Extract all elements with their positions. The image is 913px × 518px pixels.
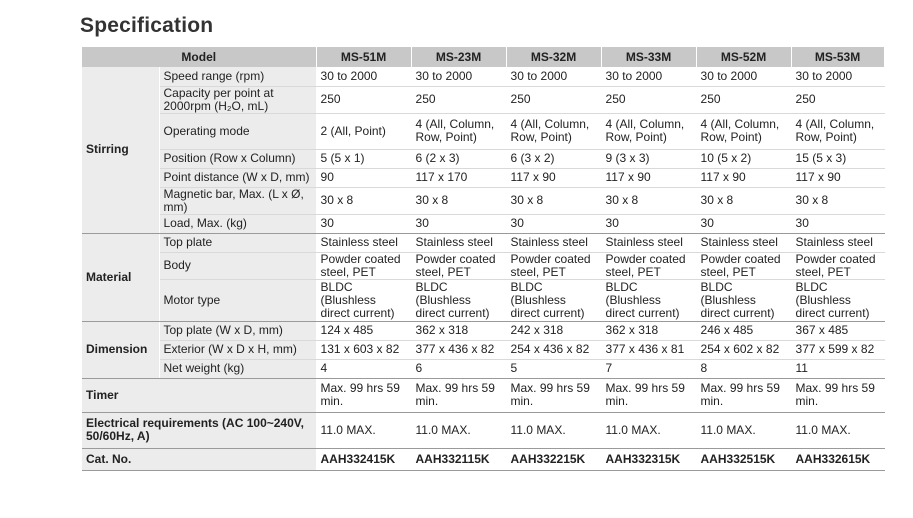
value-cell: Stainless steel bbox=[791, 233, 884, 252]
value-cell: AAH332415K bbox=[316, 448, 411, 470]
value-cell: 250 bbox=[601, 86, 696, 113]
value-cell: 30 to 2000 bbox=[411, 67, 506, 86]
category-cell: Timer bbox=[82, 378, 316, 412]
value-cell: 6 bbox=[411, 359, 506, 378]
value-cell: 30 x 8 bbox=[601, 187, 696, 214]
value-cell: 250 bbox=[696, 86, 791, 113]
value-cell: 11 bbox=[791, 359, 884, 378]
value-cell: 246 x 485 bbox=[696, 321, 791, 340]
value-cell: Powder coated steel, PET bbox=[696, 252, 791, 279]
value-cell: AAH332215K bbox=[506, 448, 601, 470]
value-cell: 7 bbox=[601, 359, 696, 378]
table-row bbox=[82, 378, 884, 412]
value-cell: 4 (All, Column, Row, Point) bbox=[696, 113, 791, 149]
row-label: Point distance (W x D, mm) bbox=[159, 168, 316, 187]
value-cell: Max. 99 hrs 59 min. bbox=[411, 378, 506, 412]
table-row bbox=[82, 448, 884, 470]
value-cell: 30 bbox=[791, 214, 884, 233]
value-cell: 2 (All, Point) bbox=[316, 113, 411, 149]
category-cell: Material bbox=[82, 233, 159, 321]
value-cell: 362 x 318 bbox=[601, 321, 696, 340]
category-cell: Dimension bbox=[82, 321, 159, 378]
value-cell: Powder coated steel, PET bbox=[316, 252, 411, 279]
row-label: Capacity per point at 2000rpm (H₂O, mL) bbox=[159, 86, 316, 113]
value-cell: 30 x 8 bbox=[411, 187, 506, 214]
value-cell: 117 x 90 bbox=[601, 168, 696, 187]
value-cell: 30 x 8 bbox=[791, 187, 884, 214]
value-cell: 254 x 602 x 82 bbox=[696, 340, 791, 359]
value-cell: Stainless steel bbox=[696, 233, 791, 252]
value-cell: Stainless steel bbox=[601, 233, 696, 252]
table-row bbox=[82, 359, 884, 378]
table-row bbox=[82, 187, 884, 214]
value-cell: 30 to 2000 bbox=[696, 67, 791, 86]
value-cell: BLDC (Blushless direct current) bbox=[506, 279, 601, 321]
table-row bbox=[82, 149, 884, 168]
model-header-cell: MS-51M bbox=[316, 47, 411, 67]
value-cell: 5 (5 x 1) bbox=[316, 149, 411, 168]
value-cell: 377 x 436 x 82 bbox=[411, 340, 506, 359]
value-cell: 4 bbox=[316, 359, 411, 378]
value-cell: Powder coated steel, PET bbox=[411, 252, 506, 279]
spec-table bbox=[82, 47, 885, 471]
value-cell: 124 x 485 bbox=[316, 321, 411, 340]
value-cell: 131 x 603 x 82 bbox=[316, 340, 411, 359]
value-cell: Powder coated steel, PET bbox=[601, 252, 696, 279]
value-cell: 30 x 8 bbox=[506, 187, 601, 214]
value-cell: 250 bbox=[791, 86, 884, 113]
value-cell: 6 (2 x 3) bbox=[411, 149, 506, 168]
value-cell: 250 bbox=[506, 86, 601, 113]
value-cell: Stainless steel bbox=[411, 233, 506, 252]
table-row bbox=[82, 412, 884, 448]
category-cell: Stirring bbox=[82, 67, 159, 233]
value-cell: Max. 99 hrs 59 min. bbox=[316, 378, 411, 412]
value-cell: 30 to 2000 bbox=[506, 67, 601, 86]
value-cell: Powder coated steel, PET bbox=[791, 252, 884, 279]
row-label: Top plate bbox=[159, 233, 316, 252]
value-cell: AAH332515K bbox=[696, 448, 791, 470]
row-label: Speed range (rpm) bbox=[159, 67, 316, 86]
value-cell: 117 x 90 bbox=[506, 168, 601, 187]
value-cell: 10 (5 x 2) bbox=[696, 149, 791, 168]
value-cell: 5 bbox=[506, 359, 601, 378]
value-cell: 4 (All, Column, Row, Point) bbox=[791, 113, 884, 149]
value-cell: 30 x 8 bbox=[696, 187, 791, 214]
value-cell: 90 bbox=[316, 168, 411, 187]
value-cell: BLDC (Blushless direct current) bbox=[791, 279, 884, 321]
value-cell: BLDC (Blushless direct current) bbox=[601, 279, 696, 321]
value-cell: 377 x 599 x 82 bbox=[791, 340, 884, 359]
value-cell: 11.0 MAX. bbox=[601, 412, 696, 448]
model-header-cell: MS-52M bbox=[696, 47, 791, 67]
table-row bbox=[82, 214, 884, 233]
value-cell: 254 x 436 x 82 bbox=[506, 340, 601, 359]
row-label: Load, Max. (kg) bbox=[159, 214, 316, 233]
value-cell: Powder coated steel, PET bbox=[506, 252, 601, 279]
value-cell: 30 to 2000 bbox=[601, 67, 696, 86]
value-cell: 242 x 318 bbox=[506, 321, 601, 340]
value-cell: Max. 99 hrs 59 min. bbox=[791, 378, 884, 412]
row-label: Body bbox=[159, 252, 316, 279]
table-row bbox=[82, 252, 884, 279]
model-header: Model bbox=[82, 47, 316, 67]
category-cell: Cat. No. bbox=[82, 448, 316, 470]
value-cell: BLDC (Blushless direct current) bbox=[696, 279, 791, 321]
row-label: Operating mode bbox=[159, 113, 316, 149]
value-cell: 377 x 436 x 81 bbox=[601, 340, 696, 359]
value-cell: Max. 99 hrs 59 min. bbox=[506, 378, 601, 412]
table-row bbox=[82, 113, 884, 149]
value-cell: 4 (All, Column, Row, Point) bbox=[601, 113, 696, 149]
value-cell: 30 bbox=[506, 214, 601, 233]
value-cell: Stainless steel bbox=[316, 233, 411, 252]
table-row bbox=[82, 321, 884, 340]
model-header-cell: MS-33M bbox=[601, 47, 696, 67]
value-cell: 117 x 90 bbox=[791, 168, 884, 187]
value-cell: 30 to 2000 bbox=[791, 67, 884, 86]
value-cell: Max. 99 hrs 59 min. bbox=[696, 378, 791, 412]
value-cell: 11.0 MAX. bbox=[411, 412, 506, 448]
row-label: Net weight (kg) bbox=[159, 359, 316, 378]
value-cell: BLDC (Blushless direct current) bbox=[316, 279, 411, 321]
value-cell: 30 bbox=[696, 214, 791, 233]
row-label: Position (Row x Column) bbox=[159, 149, 316, 168]
value-cell: 117 x 90 bbox=[696, 168, 791, 187]
value-cell: 15 (5 x 3) bbox=[791, 149, 884, 168]
table-row bbox=[82, 233, 884, 252]
value-cell: 250 bbox=[411, 86, 506, 113]
value-cell: 6 (3 x 2) bbox=[506, 149, 601, 168]
row-label: Exterior (W x D x H, mm) bbox=[159, 340, 316, 359]
value-cell: 11.0 MAX. bbox=[316, 412, 411, 448]
row-label: Top plate (W x D, mm) bbox=[159, 321, 316, 340]
row-label: Motor type bbox=[159, 279, 316, 321]
header-row bbox=[82, 47, 884, 67]
value-cell: Max. 99 hrs 59 min. bbox=[601, 378, 696, 412]
value-cell: 11.0 MAX. bbox=[506, 412, 601, 448]
row-label: Magnetic bar, Max. (L x Ø, mm) bbox=[159, 187, 316, 214]
value-cell: 30 bbox=[601, 214, 696, 233]
model-header-cell: MS-23M bbox=[411, 47, 506, 67]
table-row bbox=[82, 86, 884, 113]
model-header-cell: MS-53M bbox=[791, 47, 884, 67]
value-cell: 30 bbox=[411, 214, 506, 233]
value-cell: 11.0 MAX. bbox=[696, 412, 791, 448]
table-row bbox=[82, 340, 884, 359]
table-row bbox=[82, 67, 884, 86]
value-cell: 250 bbox=[316, 86, 411, 113]
value-cell: 4 (All, Column, Row, Point) bbox=[411, 113, 506, 149]
value-cell: 117 x 170 bbox=[411, 168, 506, 187]
value-cell: AAH332615K bbox=[791, 448, 884, 470]
value-cell: 8 bbox=[696, 359, 791, 378]
value-cell: 362 x 318 bbox=[411, 321, 506, 340]
value-cell: 30 x 8 bbox=[316, 187, 411, 214]
value-cell: 11.0 MAX. bbox=[791, 412, 884, 448]
model-header-cell: MS-32M bbox=[506, 47, 601, 67]
value-cell: 30 bbox=[316, 214, 411, 233]
value-cell: 9 (3 x 3) bbox=[601, 149, 696, 168]
value-cell: Stainless steel bbox=[506, 233, 601, 252]
page-title: Specification bbox=[80, 14, 214, 37]
table-row bbox=[82, 168, 884, 187]
value-cell: 30 to 2000 bbox=[316, 67, 411, 86]
value-cell: 4 (All, Column, Row, Point) bbox=[506, 113, 601, 149]
value-cell: BLDC (Blushless direct current) bbox=[411, 279, 506, 321]
value-cell: AAH332115K bbox=[411, 448, 506, 470]
value-cell: AAH332315K bbox=[601, 448, 696, 470]
value-cell: 367 x 485 bbox=[791, 321, 884, 340]
table-row bbox=[82, 279, 884, 321]
category-cell: Electrical requirements (AC 100~240V, 50/60Hz, A) bbox=[82, 412, 316, 448]
